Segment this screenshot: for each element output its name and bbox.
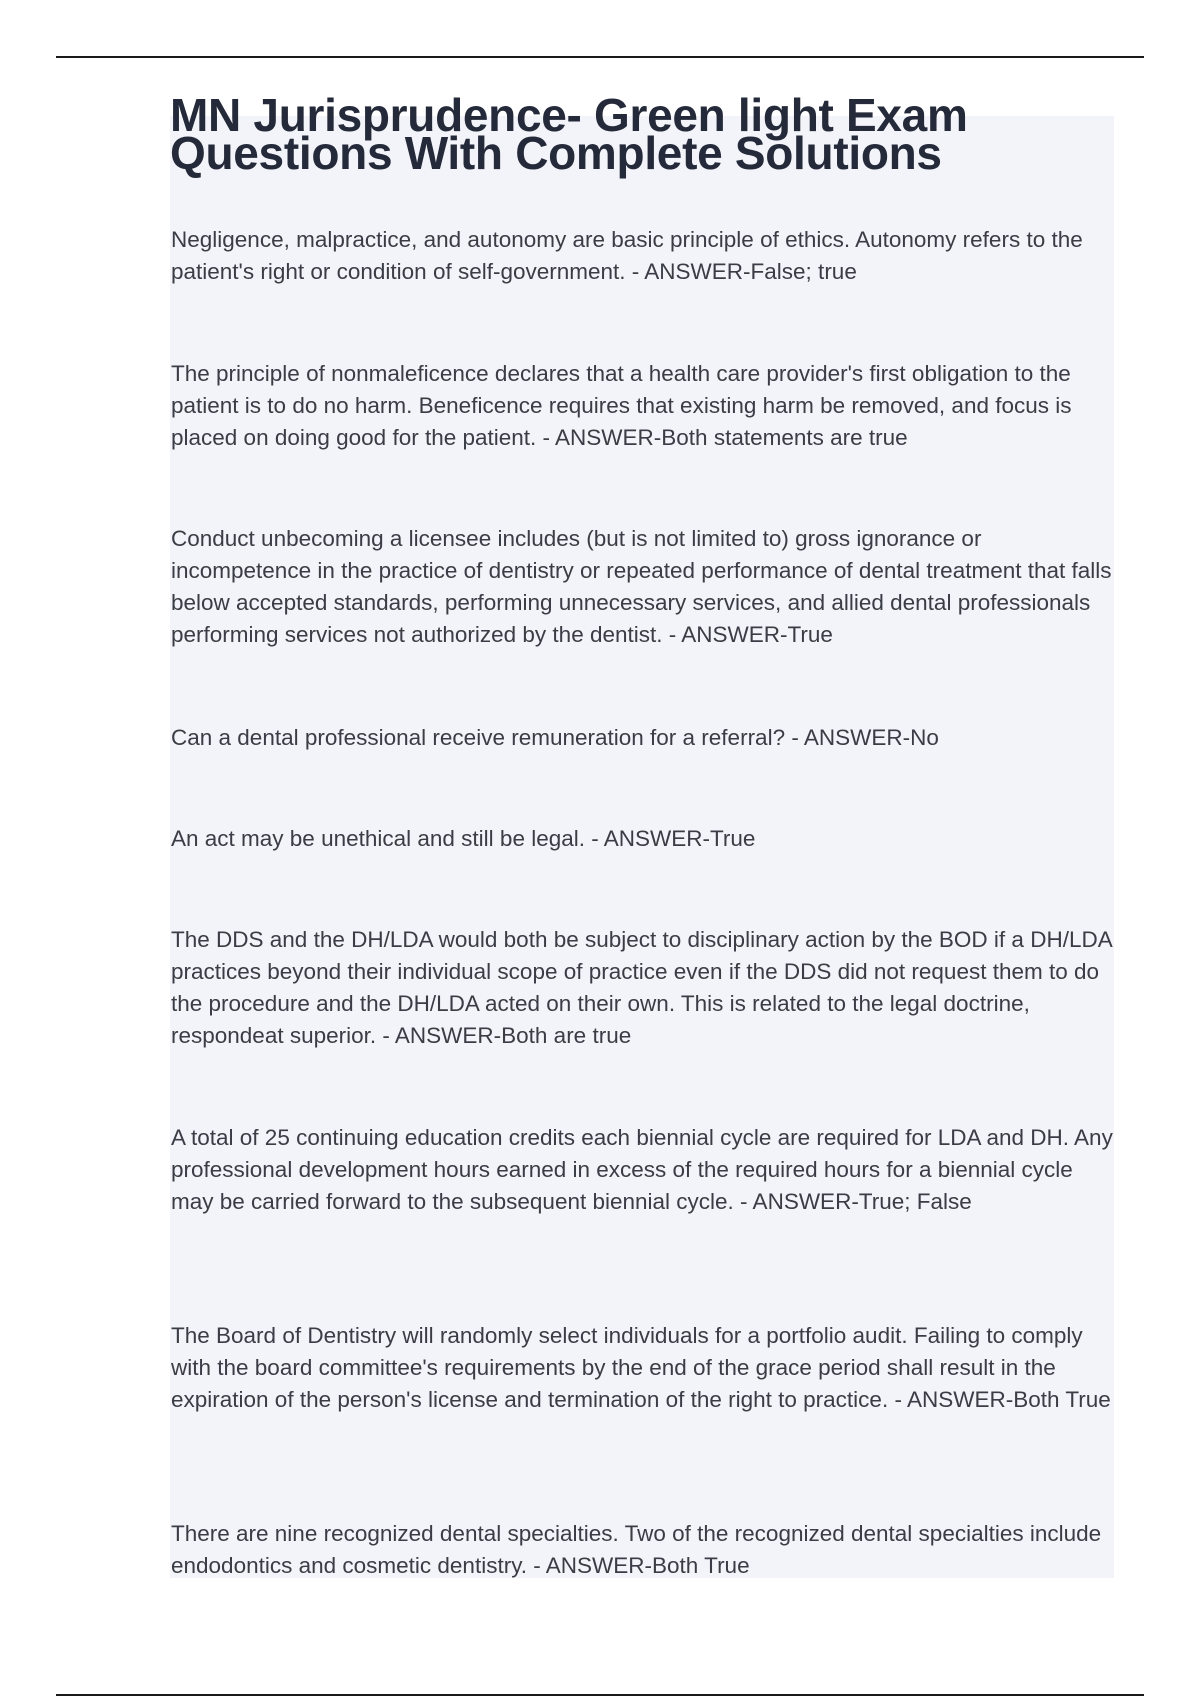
qa-item-8: The Board of Dentistry will randomly select individuals for a portfolio audit. Failing to comply with the board committee's requirements by the end of the grace period shall result in the expiration of the person's license and termination of the right to practice. - ANSWER-Both True [171, 1323, 1111, 1412]
qa-item-5: An act may be unethical and still be legal. - ANSWER-True [171, 826, 756, 851]
qa-item-7: A total of 25 continuing education credits each biennial cycle are required for LDA and DH. Any professional development hours earned in excess of the required hours for a biennial cycle may be carried forward to the subsequent biennial cycle. - ANSWER-True; False [171, 1125, 1113, 1214]
qa-item-2: The principle of nonmaleficence declares that a health care provider's first obligation to the patient is to do no harm. Beneficence requires that existing harm be removed, and focus is placed on doing good for the patient. - ANSWER-Both statements are true [171, 361, 1072, 450]
qa-item-4: Can a dental professional receive remuneration for a referral? - ANSWER-No [171, 725, 939, 750]
qa-item-3: Conduct unbecoming a licensee includes (but is not limited to) gross ignorance or incompetence in the practice of dentistry or repeated performance of dental treatment that falls below accepted standards, performing unnecessary services, and allied dental professionals performing services not authorized by the dentist. - ANSWER-True [171, 526, 1112, 647]
qa-item-1: Negligence, malpractice, and autonomy are basic principle of ethics. Autonomy refers to the patient's right or condition of self-government. - ANSWER-False; true [171, 227, 1083, 284]
qa-item-6: The DDS and the DH/LDA would both be subject to disciplinary action by the BOD if a DH/LDA practices beyond their individual scope of practice even if the DDS did not request them to do the procedure and the DH/LDA acted on their own. This is related to the legal doctrine, respondeat superior. - ANSWER-Both are true [171, 927, 1112, 1048]
top-rule [56, 56, 1144, 58]
qa-item-9: There are nine recognized dental specialties. Two of the recognized dental specialties include endodontics and cosmetic dentistry. - ANSWER-Both True [171, 1521, 1102, 1578]
document-title: MN Jurisprudence- Green light Exam Questions With Complete Solutions [170, 89, 968, 179]
bottom-rule [56, 1694, 1144, 1696]
